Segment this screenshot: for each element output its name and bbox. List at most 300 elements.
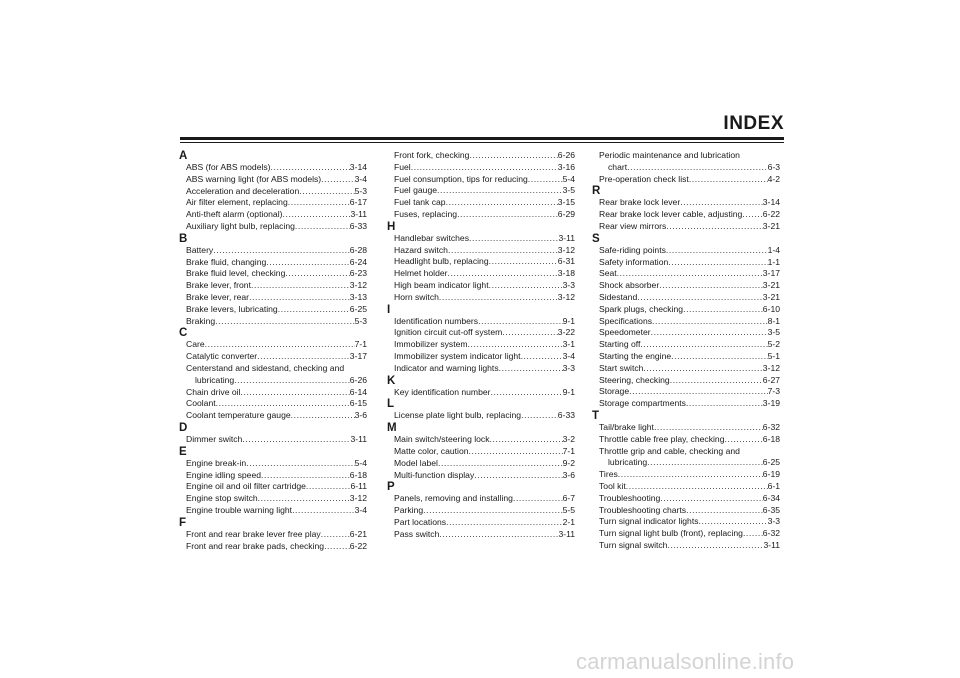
index-entry-page: 3-6 (354, 410, 367, 421)
index-entry[interactable] (592, 162, 780, 174)
index-entry-page: 3-3 (562, 279, 575, 290)
index-entry[interactable] (387, 256, 575, 268)
index-entry[interactable] (592, 375, 780, 387)
index-entry[interactable] (387, 363, 575, 375)
index-entry[interactable] (387, 339, 575, 351)
dot-leader (668, 257, 767, 269)
dot-leader (234, 375, 350, 387)
index-entry-page: 6-25 (349, 303, 367, 314)
index-entry[interactable] (179, 268, 367, 280)
index-entry-text: Fuel (394, 161, 411, 172)
index-entry-page: 3-11 (558, 232, 575, 243)
dot-leader (666, 245, 768, 257)
index-entry[interactable] (387, 292, 575, 304)
dot-leader (521, 410, 558, 422)
dot-leader (291, 410, 355, 422)
index-entry-text: Auxiliary light bulb, replacing (186, 220, 295, 231)
index-entry-text: Front and rear brake pads, checking (186, 540, 325, 551)
index-entry-page: 3-21 (762, 291, 780, 302)
index-entry-page: 3-22 (557, 327, 575, 338)
index-entry[interactable] (387, 316, 575, 328)
index-entry-page: 3-4 (562, 350, 575, 361)
index-entry[interactable] (387, 209, 575, 221)
dot-leader (423, 505, 562, 517)
index-entry-text: Air filter element, replacing (186, 197, 288, 208)
index-entry[interactable] (387, 280, 575, 292)
index-entry-text: Catalytic converter (186, 351, 258, 362)
index-entry[interactable] (179, 434, 367, 446)
index-column-1 (179, 150, 367, 552)
index-entry[interactable] (387, 351, 575, 363)
dot-leader (299, 186, 354, 198)
dot-leader (240, 387, 349, 399)
index-entry-page: 9-2 (562, 457, 575, 468)
index-entry[interactable] (592, 257, 780, 269)
dot-leader (258, 493, 350, 505)
index-entry-text: Fuel gauge (394, 185, 438, 196)
index-entry-page: 3-18 (557, 268, 575, 279)
index-entry[interactable] (387, 162, 575, 174)
index-entry-page: 3-3 (767, 516, 780, 527)
index-entry-page: 4-2 (767, 173, 780, 184)
index-entry[interactable] (387, 434, 575, 446)
dot-leader (278, 304, 350, 316)
dot-leader (626, 481, 768, 493)
index-entry-text: chart (608, 161, 628, 172)
dot-leader (499, 363, 563, 375)
index-entry-text: Engine oil and oil filter cartridge (186, 481, 306, 492)
index-entry[interactable] (592, 245, 780, 257)
index-entry[interactable] (387, 470, 575, 482)
index-entry[interactable] (592, 398, 780, 410)
index-entry-page: 3-13 (349, 291, 367, 302)
index-entry-page: 6-26 (349, 374, 367, 385)
index-entry[interactable] (179, 375, 367, 387)
dot-leader (439, 292, 558, 304)
index-entry-page: 3-12 (557, 291, 575, 302)
index-entry-text: License plate light bulb, replacing (394, 410, 522, 421)
index-entry-page: 3-12 (762, 362, 780, 373)
dot-leader (666, 221, 762, 233)
index-entry-text: Fuel tank cap (394, 197, 446, 208)
index-entry-page: 5-1 (767, 350, 780, 361)
index-entry-text: Pass switch (394, 528, 440, 539)
index-entry[interactable] (592, 304, 780, 316)
index-entry[interactable] (179, 162, 367, 174)
index-entry-text: Indicator and warning lights (394, 362, 499, 373)
index-entry-page: 6-21 (349, 528, 367, 539)
index-entry-text: Shock absorber (599, 280, 660, 291)
dot-leader (670, 375, 763, 387)
dot-leader (246, 458, 354, 470)
index-entry[interactable] (387, 150, 575, 162)
index-entry[interactable] (592, 363, 780, 375)
dot-leader (292, 505, 355, 517)
index-entry[interactable] (179, 529, 367, 541)
index-entry[interactable] (179, 410, 367, 422)
index-entry-text: Seat (599, 268, 617, 279)
index-entry-text: Start switch (599, 362, 644, 373)
index-entry-page: 7-1 (562, 445, 575, 456)
index-entry[interactable] (592, 493, 780, 505)
index-entry-page: 6-7 (562, 493, 575, 504)
index-entry[interactable] (179, 398, 367, 410)
index-letter-heading: B (179, 232, 188, 245)
index-entry-page: 3-4 (354, 173, 367, 184)
index-entry[interactable] (179, 481, 367, 493)
index-entry[interactable] (179, 280, 367, 292)
dot-leader (528, 174, 563, 186)
index-entry-page: 3-19 (762, 398, 780, 409)
index-entry-page: 3-21 (762, 280, 780, 291)
index-entry-text: Rear view mirrors (599, 220, 667, 231)
index-entry-page: 6-31 (557, 256, 575, 267)
index-entry-text: Braking (186, 315, 216, 326)
index-entry-text: ABS warning light (for ABS models) (186, 173, 322, 184)
index-entry[interactable] (387, 410, 575, 422)
page-title: INDEX (723, 113, 784, 134)
dot-leader (643, 363, 762, 375)
index-entry-text: Specifications (599, 315, 653, 326)
index-entry[interactable] (179, 257, 367, 269)
dot-leader (288, 197, 350, 209)
index-entry[interactable] (592, 469, 780, 481)
index-entry-text: Starting the engine (599, 350, 672, 361)
index-entry[interactable] (179, 221, 367, 233)
index-entry-line (179, 363, 367, 375)
index-entry[interactable] (179, 209, 367, 221)
index-entry-page: 9-1 (562, 386, 575, 397)
index-entry-page: 6-3 (767, 161, 780, 172)
index-entry-text: Coolant (186, 398, 216, 409)
index-entry[interactable] (387, 268, 575, 280)
dot-leader (680, 197, 763, 209)
dot-leader (502, 327, 558, 339)
dot-leader (306, 481, 351, 493)
index-entry-text: Front fork, checking (394, 150, 470, 160)
index-letter-heading: A (179, 150, 188, 162)
index-entry-page: 9-1 (562, 315, 575, 326)
index-entry-page: 7-3 (767, 386, 780, 397)
index-entry[interactable] (179, 458, 367, 470)
index-entry[interactable] (592, 339, 780, 351)
index-entry[interactable] (387, 458, 575, 470)
dot-leader (659, 280, 763, 292)
index-entry[interactable] (387, 197, 575, 209)
dot-leader (205, 339, 355, 351)
index-entry[interactable] (387, 327, 575, 339)
index-entry[interactable] (592, 327, 780, 339)
index-entry-page: 3-14 (762, 197, 780, 208)
index-entry[interactable] (592, 351, 780, 363)
index-entry-text: Parking (394, 505, 424, 516)
index-entry-text: Main switch/steering lock (394, 434, 490, 445)
index-entry-text: Headlight bulb, replacing (394, 256, 489, 267)
index-entry-text: Engine stop switch (186, 493, 258, 504)
index-entry[interactable] (387, 529, 575, 541)
dot-leader (213, 245, 350, 257)
index-entry-text: Brake lever, front (186, 280, 251, 291)
index-entry[interactable] (387, 233, 575, 245)
index-entry[interactable] (592, 386, 780, 398)
dot-leader (489, 280, 563, 292)
dot-leader (251, 280, 350, 292)
index-entry-page: 6-26 (557, 150, 575, 160)
index-entry[interactable] (179, 304, 367, 316)
index-entry-page: 3-11 (763, 539, 780, 550)
index-entry-text: Turn signal light bulb (front), replacing (599, 528, 743, 539)
index-entry[interactable] (387, 517, 575, 529)
index-entry-text: High beam indicator light (394, 279, 489, 290)
dot-leader (743, 528, 763, 540)
index-entry-page: 3-17 (762, 268, 780, 279)
index-entry-text: Anti-theft alarm (optional) (186, 209, 283, 220)
index-entry-text: Sidestand (599, 291, 638, 302)
index-entry-page: 6-22 (762, 209, 780, 220)
index-entry-text: Brake levers, lubricating (186, 303, 278, 314)
index-entry-page: 5-3 (354, 315, 367, 326)
dot-leader (686, 505, 763, 517)
index-entry[interactable] (179, 339, 367, 351)
index-entry-page: 6-29 (557, 208, 575, 219)
dot-leader (271, 162, 350, 174)
index-entry-page: 6-27 (762, 374, 780, 385)
index-entry-text: Key identification number (394, 386, 491, 397)
index-entry-page: 3-15 (557, 197, 575, 208)
index-entry[interactable] (179, 245, 367, 257)
dot-leader (216, 398, 350, 410)
index-entry-text: Safe-riding points (599, 244, 666, 255)
index-entry-text: Throttle cable free play, checking (599, 433, 725, 444)
index-entry-page: 3-3 (562, 362, 575, 373)
index-entry-text: Helmet holder (394, 268, 448, 279)
index-entry-page: 5-3 (354, 185, 367, 196)
index-entry[interactable] (592, 221, 780, 233)
index-entry-text: Hazard switch (394, 244, 448, 255)
index-entry-text: Spark plugs, checking (599, 303, 684, 314)
index-entry-page: 7-1 (354, 339, 367, 350)
dot-leader (215, 316, 354, 328)
index-entry-page: 6-15 (349, 398, 367, 409)
watermark: carmanualsonline.info (576, 649, 795, 674)
index-entry[interactable] (592, 528, 780, 540)
dot-leader (617, 268, 763, 280)
dot-leader (683, 304, 763, 316)
index-entry-text: Immobilizer system (394, 339, 468, 350)
index-entry-line (592, 446, 780, 458)
index-entry-page: 6-32 (762, 528, 780, 539)
index-entry-page: 3-12 (349, 280, 367, 291)
dot-leader (448, 268, 558, 280)
index-entry[interactable] (387, 505, 575, 517)
index-entry-page: 2-1 (562, 516, 575, 527)
index-entry-text: Tail/brake light (599, 421, 654, 432)
dot-leader (629, 386, 767, 398)
index-entry[interactable] (592, 434, 780, 446)
index-entry-page: 5-5 (562, 505, 575, 516)
dot-leader (446, 517, 563, 529)
index-entry-page: 5-4 (562, 173, 575, 184)
index-entry-text: Troubleshooting (599, 492, 661, 503)
index-entry-text: Model label (394, 457, 438, 468)
index-entry[interactable] (592, 481, 780, 493)
index-entry[interactable] (592, 457, 780, 469)
dot-leader (513, 493, 563, 505)
index-entry-text: Care (186, 339, 205, 350)
index-entry-page: 5-2 (767, 339, 780, 350)
dot-leader (249, 292, 350, 304)
index-entry-text: Engine break-in (186, 457, 247, 468)
index-entry-text: Engine idling speed (186, 469, 262, 480)
dot-leader (491, 387, 563, 399)
index-entry-page: 6-17 (349, 197, 367, 208)
index-letter-heading: E (179, 445, 187, 458)
index-entry-text: Starting off (599, 339, 641, 350)
dot-leader (647, 457, 763, 469)
index-entry-text: ABS (for ABS models) (186, 162, 271, 172)
dot-leader (411, 162, 558, 174)
index-entry-page: 1-4 (767, 244, 780, 255)
index-entry[interactable] (592, 268, 780, 280)
index-entry-text: Multi-function display (394, 469, 475, 480)
index-entry-text: Fuses, replacing (394, 208, 458, 219)
dot-leader (261, 470, 350, 482)
index-entry-text: Pre-operation check list (599, 173, 689, 184)
index-letter-heading: L (387, 398, 395, 411)
index-entry-text: Turn signal indicator lights (599, 516, 699, 527)
index-entry-page: 3-6 (562, 469, 575, 480)
dot-leader (652, 316, 768, 328)
index-entry[interactable] (179, 351, 367, 363)
index-entry[interactable] (592, 292, 780, 304)
dot-leader (437, 185, 563, 197)
dot-leader (699, 516, 768, 528)
index-letter-heading: F (179, 516, 187, 529)
index-entry-text: Safety information (599, 256, 669, 267)
dot-leader (295, 221, 350, 233)
index-entry-text: Fuel consumption, tips for reducing (394, 173, 528, 184)
index-entry-page: 6-18 (762, 433, 780, 444)
dot-leader (438, 458, 563, 470)
index-entry-page: 3-5 (767, 327, 780, 338)
index-entry[interactable] (179, 186, 367, 198)
index-letter-heading: R (592, 185, 601, 198)
dot-leader (469, 446, 563, 458)
index-entry-text: Brake fluid level, checking (186, 268, 286, 279)
dot-leader (324, 541, 350, 553)
index-letter-heading: H (387, 220, 396, 233)
index-entry-page: 3-17 (349, 351, 367, 362)
dot-leader (439, 529, 558, 541)
index-entry[interactable] (179, 493, 367, 505)
dot-leader (474, 470, 562, 482)
index-entry-page: 6-23 (349, 268, 367, 279)
index-entry-text: Matte color, caution (394, 445, 469, 456)
dot-leader (469, 233, 558, 245)
index-entry-text: Throttle grip and cable, checking and (599, 445, 740, 456)
index-entry-text: Coolant temperature gauge (186, 410, 291, 421)
index-entry[interactable] (592, 516, 780, 528)
dot-leader (321, 174, 354, 186)
index-entry[interactable] (179, 387, 367, 399)
index-entry-text: Rear brake lock lever cable, adjusting (599, 209, 743, 220)
index-entry[interactable] (387, 446, 575, 458)
index-entry[interactable] (592, 316, 780, 328)
header-rule-thick (180, 137, 784, 140)
index-entry[interactable] (387, 493, 575, 505)
index-entry-page: 3-11 (558, 528, 575, 539)
index-entry-text: Engine trouble warning light (186, 504, 293, 515)
index-entry[interactable] (592, 197, 780, 209)
index-entry[interactable] (592, 174, 780, 186)
index-entry[interactable] (387, 387, 575, 399)
index-entry[interactable] (592, 422, 780, 434)
index-entry[interactable] (387, 245, 575, 257)
index-entry-page: 3-11 (350, 209, 367, 220)
index-entry[interactable] (592, 540, 780, 552)
index-entry-page: 6-33 (557, 410, 575, 421)
index-entry[interactable] (592, 280, 780, 292)
index-entry[interactable] (387, 174, 575, 186)
index-entry[interactable] (179, 505, 367, 517)
index-entry-page: 3-14 (349, 162, 367, 172)
index-letter-heading: S (592, 232, 600, 245)
index-entry[interactable] (179, 292, 367, 304)
dot-leader (457, 209, 558, 221)
dot-leader (667, 540, 763, 552)
index-entry[interactable] (179, 174, 367, 186)
index-entry-page: 6-22 (349, 540, 367, 551)
index-entry-page: 1-1 (767, 256, 780, 267)
dot-leader (266, 257, 350, 269)
index-entry[interactable] (387, 185, 575, 197)
index-entry-page: 6-10 (762, 303, 780, 314)
index-entry-line (592, 150, 780, 162)
index-entry-page: 6-1 (767, 480, 780, 491)
index-entry-page: 3-11 (350, 433, 367, 444)
index-entry[interactable] (592, 209, 780, 221)
dot-leader (448, 245, 558, 257)
index-entry[interactable] (179, 470, 367, 482)
index-entry[interactable] (592, 505, 780, 517)
index-entry-text: Acceleration and deceleration (186, 185, 300, 196)
index-entry-text: Identification numbers (394, 315, 479, 326)
index-entry-page: 6-25 (762, 457, 780, 468)
index-entry-page: 6-11 (350, 481, 367, 492)
dot-leader (671, 351, 767, 363)
index-entry-page: 6-18 (349, 469, 367, 480)
index-letter-heading: D (179, 421, 188, 434)
index-entry-text: Part locations (394, 516, 447, 527)
dot-leader (446, 197, 558, 209)
index-entry-page: 6-33 (349, 220, 367, 231)
index-entry-page: 6-32 (762, 421, 780, 432)
index-entry-text: Ignition circuit cut-off system (394, 327, 503, 338)
dot-leader (627, 162, 767, 174)
dot-leader (742, 209, 762, 221)
index-entry-page: 6-19 (762, 469, 780, 480)
index-entry-text: Periodic maintenance and lubrication (599, 150, 740, 160)
index-entry[interactable] (179, 316, 367, 328)
index-entry[interactable] (179, 541, 367, 553)
index-letter-heading: K (387, 374, 396, 387)
dot-leader (257, 351, 350, 363)
index-letter-heading: M (387, 422, 397, 435)
dot-leader (490, 434, 563, 446)
index-entry[interactable] (179, 197, 367, 209)
index-entry-page: 3-16 (557, 161, 575, 172)
index-entry-text: Dimmer switch (186, 433, 243, 444)
